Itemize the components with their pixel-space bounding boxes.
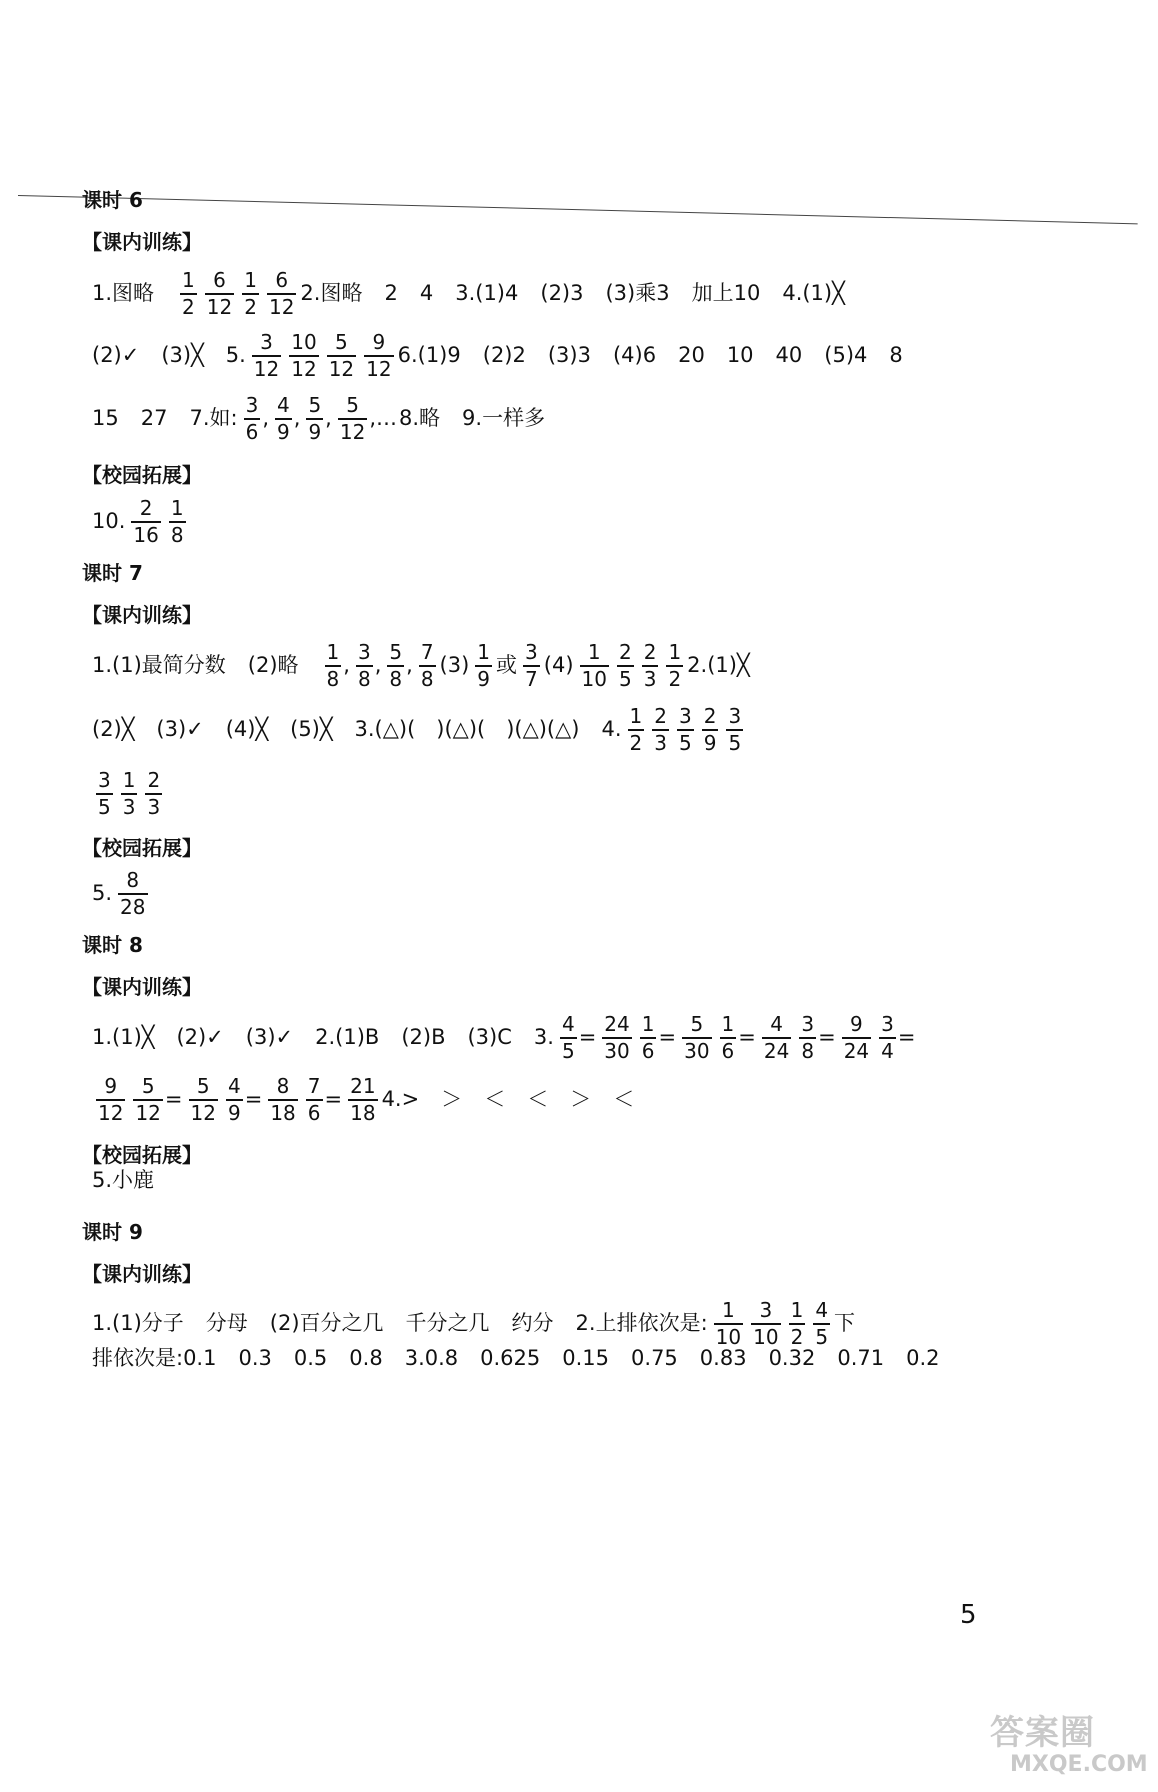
- answer-text: (5)4: [824, 343, 868, 368]
- answer-text: 2.图略: [300, 281, 363, 306]
- fraction: [145, 770, 162, 818]
- answer-text: (3)╳: [161, 343, 204, 368]
- answer-text: 2.上排依次是:: [575, 1311, 708, 1336]
- fraction-denominator: 8: [170, 522, 184, 547]
- fraction-numerator: 4: [277, 393, 290, 417]
- answer-text: 下: [834, 1311, 856, 1336]
- answer-text: 1.(1)╳: [92, 1025, 155, 1050]
- fraction-numerator: 6: [213, 268, 226, 292]
- fraction-numerator: 3: [801, 1012, 815, 1036]
- fraction-denominator: 6: [307, 1100, 321, 1125]
- fraction: [327, 332, 356, 380]
- answer-text: ,: [325, 406, 332, 431]
- fraction-denominator: 3: [654, 730, 667, 755]
- fraction-numerator: 5: [346, 393, 359, 417]
- fraction-denominator: 24: [843, 1038, 870, 1063]
- fraction: [244, 395, 261, 443]
- fraction-denominator: 3: [643, 666, 657, 691]
- answer-text: 6.(1)9: [397, 343, 461, 368]
- fraction-denominator: 8: [326, 666, 340, 691]
- answer-text: 3.(1)4: [455, 281, 519, 306]
- answer-text: (3)3: [547, 343, 591, 368]
- lesson-title: 课时 8: [82, 933, 143, 957]
- fraction: [118, 870, 147, 918]
- fraction: [364, 332, 393, 380]
- fraction-denominator: 8: [801, 1038, 815, 1063]
- fraction: [602, 1014, 631, 1062]
- fraction-numerator: 5: [389, 640, 403, 664]
- fraction-denominator: 4: [881, 1038, 894, 1063]
- fraction-numerator: 21: [350, 1074, 376, 1098]
- answer-text: ,: [406, 653, 413, 678]
- answer-line: [92, 870, 152, 918]
- fraction-numerator: 1: [182, 268, 195, 292]
- fraction-numerator: 4: [227, 1074, 241, 1098]
- answer-text: ＜: [527, 1087, 549, 1112]
- fraction-denominator: 12: [190, 1100, 216, 1125]
- section-label-classroom: 【课内训练】: [82, 1262, 202, 1286]
- answer-text: =: [738, 1025, 756, 1050]
- fraction-denominator: 2: [629, 730, 643, 755]
- fraction-numerator: 3: [260, 330, 273, 354]
- fraction-numerator: 2: [147, 768, 161, 792]
- answer-text: 20: [678, 343, 705, 368]
- lesson-title: 课时 7: [82, 561, 143, 585]
- fraction: [523, 642, 540, 690]
- fraction: [475, 642, 492, 690]
- fraction-numerator: 1: [122, 768, 136, 792]
- answer-text: ,: [374, 653, 382, 678]
- fraction-numerator: 2: [618, 640, 632, 664]
- answer-text: 0.75: [631, 1346, 678, 1370]
- fraction: [348, 1076, 377, 1124]
- fraction-denominator: 8: [357, 666, 371, 691]
- fraction-numerator: 1: [721, 1012, 735, 1036]
- fraction-denominator: 12: [328, 356, 355, 381]
- answer-text: ,…: [369, 406, 397, 431]
- top-rule: [18, 195, 1138, 224]
- fraction: [628, 706, 645, 754]
- fraction-numerator: 8: [276, 1074, 290, 1098]
- fraction-denominator: 16: [133, 522, 159, 547]
- section-label-classroom: 【课内训练】: [82, 230, 202, 254]
- fraction: [189, 1076, 218, 1124]
- fraction: [666, 642, 683, 690]
- fraction: [180, 270, 197, 318]
- answer-text: =: [578, 1025, 597, 1050]
- fraction-numerator: 5: [690, 1012, 704, 1036]
- fraction-numerator: 9: [372, 330, 386, 354]
- answer-text: 27: [140, 406, 168, 431]
- fraction-numerator: 4: [561, 1012, 575, 1036]
- fraction-denominator: 2: [182, 294, 195, 319]
- answer-text: (3)✓: [245, 1025, 294, 1050]
- fraction: [419, 642, 436, 690]
- answer-line: [92, 332, 925, 380]
- answer-line: [92, 642, 772, 690]
- fraction-denominator: 12: [291, 356, 317, 381]
- fraction: [268, 1076, 297, 1124]
- answer-text: 4.(1)╳: [782, 281, 845, 306]
- fraction: [640, 1014, 657, 1062]
- fraction-numerator: 5: [196, 1074, 210, 1098]
- fraction-numerator: 3: [357, 640, 371, 664]
- fraction: [252, 332, 281, 380]
- fraction-numerator: 4: [770, 1012, 783, 1036]
- answer-text: 千分之几: [405, 1311, 490, 1336]
- section-label-extension: 【校园拓展】: [82, 1143, 202, 1167]
- answer-text: 0.32: [768, 1346, 816, 1370]
- answer-text: (4): [543, 653, 574, 678]
- answer-text: (2)2: [482, 343, 526, 368]
- fraction: [642, 642, 659, 690]
- fraction-numerator: 1: [629, 704, 643, 728]
- fraction-denominator: 5: [98, 794, 111, 819]
- fraction-denominator: 9: [477, 666, 491, 691]
- answer-text: ＞: [570, 1087, 592, 1112]
- fraction-denominator: 2: [668, 666, 682, 691]
- lesson-title: 课时 9: [82, 1220, 143, 1244]
- answer-text: ＞: [441, 1087, 463, 1112]
- fraction-numerator: 3: [245, 393, 259, 417]
- answer-text: (2)百分之几: [269, 1311, 384, 1336]
- fraction-numerator: 2: [654, 704, 667, 728]
- answer-text: 8.略: [399, 406, 441, 431]
- fraction-numerator: 3: [759, 1298, 773, 1322]
- fraction-denominator: 5: [815, 1324, 829, 1349]
- fraction: [267, 270, 296, 318]
- lesson-title: 课时 6: [82, 188, 143, 212]
- answer-text: (2)✓: [176, 1025, 224, 1050]
- fraction-numerator: 5: [308, 393, 322, 417]
- answer-text: 排依次是:0.1: [92, 1346, 217, 1370]
- answer-text: 10: [726, 343, 754, 368]
- answer-text: (3)乘3: [605, 281, 670, 306]
- fraction-denominator: 9: [227, 1100, 241, 1125]
- fraction-denominator: 30: [684, 1038, 710, 1063]
- fraction-numerator: 1: [244, 268, 257, 292]
- fraction-denominator: 9: [277, 419, 290, 444]
- fraction-numerator: 1: [722, 1298, 735, 1322]
- fraction-denominator: 12: [98, 1100, 124, 1125]
- section-label-classroom: 【课内训练】: [82, 603, 202, 627]
- answer-text: 5.: [225, 343, 246, 368]
- answer-text: 7.如:: [189, 406, 238, 431]
- fraction-denominator: 28: [120, 894, 146, 919]
- fraction-denominator: 9: [703, 730, 717, 755]
- answer-text: =: [818, 1025, 836, 1050]
- fraction-numerator: 9: [850, 1012, 863, 1036]
- answer-text: 15: [92, 406, 119, 431]
- fraction-denominator: 2: [244, 294, 257, 319]
- answer-text: 1.(1)最简分数: [92, 653, 226, 678]
- fraction-numerator: 3: [881, 1012, 894, 1036]
- fraction-numerator: 7: [307, 1074, 321, 1098]
- fraction-numerator: 4: [815, 1298, 829, 1322]
- fraction-numerator: 24: [604, 1012, 630, 1036]
- fraction: [338, 395, 367, 443]
- fraction-denominator: 2: [790, 1324, 804, 1349]
- section-label-classroom: 【课内训练】: [82, 975, 202, 999]
- fraction-numerator: 3: [525, 640, 538, 664]
- fraction-denominator: 7: [525, 666, 538, 691]
- fraction: [325, 642, 342, 690]
- answer-text: 9.一样多: [462, 406, 546, 431]
- answer-text: 0.2: [906, 1346, 940, 1370]
- fraction: [131, 498, 160, 546]
- answer-text: (3)C: [467, 1025, 512, 1050]
- answer-text: ,: [262, 406, 270, 431]
- answer-text: (3)✓: [156, 717, 204, 742]
- fraction-denominator: 12: [206, 294, 233, 319]
- answer-text: 约分: [511, 1311, 554, 1336]
- answer-text: =: [164, 1087, 183, 1112]
- fraction: [842, 1014, 871, 1062]
- fraction: [387, 642, 404, 690]
- fraction-denominator: 6: [721, 1038, 735, 1063]
- fraction-denominator: 18: [270, 1100, 296, 1125]
- fraction-denominator: 6: [641, 1038, 655, 1063]
- fraction-numerator: 1: [326, 640, 340, 664]
- fraction-denominator: 12: [253, 356, 280, 381]
- answer-text: 0.8: [349, 1346, 383, 1370]
- answer-text: 2.(1)B: [315, 1025, 380, 1050]
- fraction-denominator: 5: [678, 730, 692, 755]
- answer-text: ,: [343, 653, 350, 678]
- answer-text: 3.(△)( )(△)( )(△)(△): [354, 717, 580, 742]
- fraction: [356, 642, 373, 690]
- answer-line: [92, 1300, 877, 1348]
- fraction: [226, 1076, 243, 1124]
- answer-text: 0.15: [562, 1346, 610, 1370]
- answer-text: 3.: [533, 1025, 554, 1050]
- answer-text: (4)╳: [225, 717, 269, 742]
- answer-text: 8: [889, 343, 903, 368]
- answer-text: 分母: [205, 1311, 248, 1336]
- fraction: [121, 770, 138, 818]
- answer-text: 40: [775, 343, 803, 368]
- fraction-denominator: 8: [420, 666, 434, 691]
- fraction-denominator: 10: [581, 666, 607, 691]
- fraction: [762, 1014, 791, 1062]
- fraction-denominator: 24: [763, 1038, 790, 1063]
- answer-text: 加上10: [691, 281, 761, 306]
- fraction-numerator: 9: [104, 1074, 118, 1098]
- fraction: [879, 1014, 896, 1062]
- fraction-numerator: 1: [170, 496, 184, 520]
- fraction-numerator: 5: [335, 330, 348, 354]
- fraction-numerator: 10: [291, 330, 317, 354]
- answer-line: [92, 395, 567, 443]
- answer-text: 10.: [92, 509, 126, 534]
- section-label-extension: 【校园拓展】: [82, 463, 202, 487]
- answer-text: 0.83: [699, 1346, 747, 1370]
- fraction: [169, 498, 186, 546]
- answer-text: (2)B: [401, 1025, 446, 1050]
- fraction-numerator: 8: [126, 868, 140, 892]
- fraction-denominator: 30: [604, 1038, 630, 1063]
- answer-text: ＜: [613, 1087, 635, 1112]
- fraction: [751, 1300, 780, 1348]
- answer-text: (2)╳: [92, 717, 135, 742]
- answer-line: [92, 1014, 917, 1062]
- fraction-numerator: 5: [141, 1074, 155, 1098]
- fraction: [720, 1014, 737, 1062]
- fraction: [580, 642, 609, 690]
- answer-text: =: [658, 1025, 677, 1050]
- fraction-denominator: 12: [135, 1100, 161, 1125]
- fraction: [813, 1300, 830, 1348]
- fraction-denominator: 12: [366, 356, 392, 381]
- fraction: [96, 1076, 125, 1124]
- fraction-denominator: 6: [245, 419, 259, 444]
- answer-text: (2)3: [540, 281, 584, 306]
- fraction-denominator: 3: [122, 794, 136, 819]
- answer-text: ,: [293, 406, 301, 431]
- fraction: [289, 332, 318, 380]
- answer-line: [92, 1170, 176, 1191]
- answer-text: 1.图略: [92, 281, 155, 306]
- fraction-numerator: 3: [728, 704, 742, 728]
- answer-line: [92, 270, 867, 318]
- watermark-site: MXQE.COM: [1010, 1752, 1148, 1777]
- answer-text: 2: [384, 281, 398, 306]
- fraction: [652, 706, 669, 754]
- fraction: [714, 1300, 743, 1348]
- answer-text: 0.3: [238, 1346, 272, 1370]
- fraction: [275, 395, 292, 443]
- fraction: [726, 706, 743, 754]
- fraction: [133, 1076, 162, 1124]
- answer-text: 3.0.8: [404, 1346, 459, 1370]
- fraction-numerator: 1: [477, 640, 491, 664]
- fraction: [242, 270, 259, 318]
- fraction-numerator: 3: [678, 704, 692, 728]
- fraction-numerator: 2: [703, 704, 717, 728]
- fraction-denominator: 5: [728, 730, 742, 755]
- answer-text: 4.: [601, 717, 622, 742]
- fraction: [799, 1014, 816, 1062]
- fraction: [682, 1014, 711, 1062]
- fraction-numerator: 1: [587, 640, 601, 664]
- fraction-numerator: 2: [643, 640, 657, 664]
- fraction-numerator: 7: [420, 640, 434, 664]
- fraction-denominator: 8: [389, 666, 403, 691]
- fraction: [789, 1300, 806, 1348]
- fraction: [205, 270, 234, 318]
- fraction: [677, 706, 694, 754]
- answer-text: (3): [439, 653, 470, 678]
- fraction: [560, 1014, 577, 1062]
- fraction: [617, 642, 634, 690]
- fraction-denominator: 5: [561, 1038, 575, 1063]
- answer-text: (5)╳: [290, 717, 333, 742]
- fraction-numerator: 3: [98, 768, 111, 792]
- fraction-denominator: 10: [753, 1324, 779, 1349]
- section-label-extension: 【校园拓展】: [82, 836, 202, 860]
- fraction-denominator: 12: [268, 294, 295, 319]
- answer-text: 5.: [92, 881, 113, 906]
- answer-text: (4)6: [612, 343, 657, 368]
- fraction-denominator: 9: [308, 419, 322, 444]
- watermark-logo: 答案圈: [990, 1713, 1095, 1753]
- answer-line: [92, 1348, 962, 1369]
- fraction-denominator: 12: [339, 419, 366, 444]
- fraction-denominator: 18: [350, 1100, 376, 1125]
- answer-text: 5.小鹿: [92, 1168, 155, 1192]
- answer-text: 0.71: [837, 1346, 885, 1370]
- fraction-denominator: 3: [147, 794, 161, 819]
- fraction: [702, 706, 719, 754]
- answer-line: [92, 706, 747, 754]
- answer-text: 1.(1)分子: [92, 1311, 184, 1336]
- fraction-numerator: 1: [641, 1012, 655, 1036]
- answer-text: 2.(1)╳: [687, 653, 750, 678]
- fraction-denominator: 5: [618, 666, 632, 691]
- answer-line: [92, 1076, 656, 1124]
- answer-text: ＜: [484, 1087, 506, 1112]
- answer-text: (2)✓: [92, 343, 140, 368]
- fraction-numerator: 2: [139, 496, 153, 520]
- answer-text: =: [244, 1087, 263, 1112]
- answer-text: 0.625: [480, 1346, 541, 1370]
- fraction-numerator: 6: [275, 268, 289, 292]
- answer-text: (2)略: [247, 653, 299, 678]
- fraction: [306, 395, 323, 443]
- answer-text: =: [324, 1087, 343, 1112]
- answer-text: =: [897, 1025, 916, 1050]
- answer-text: 0.5: [293, 1346, 328, 1370]
- fraction: [96, 770, 113, 818]
- fraction-numerator: 1: [668, 640, 682, 664]
- fraction: [306, 1076, 323, 1124]
- answer-text: 4.>: [381, 1087, 420, 1112]
- answer-text: 或: [496, 653, 518, 678]
- answer-text: 4: [419, 281, 434, 306]
- fraction-numerator: 1: [790, 1298, 804, 1322]
- page-number: 5: [960, 1600, 977, 1630]
- answer-line: [92, 498, 190, 546]
- fraction-denominator: 10: [715, 1324, 742, 1349]
- answer-line: [92, 770, 166, 818]
